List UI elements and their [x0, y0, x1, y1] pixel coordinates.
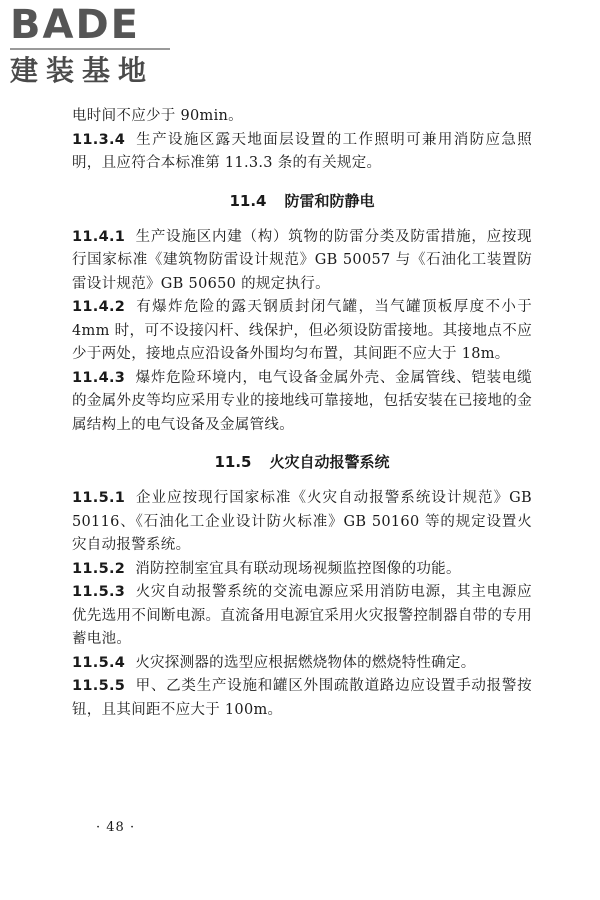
clause-number: 11.4.1 [72, 228, 126, 245]
section-number: 11.5 [214, 453, 252, 471]
clause-number: 11.3.4 [72, 131, 126, 148]
logo-latin-text: BADE [10, 2, 140, 48]
clause-number: 11.5.3 [72, 584, 126, 600]
section-heading-11-4 [72, 190, 532, 212]
clause-text: 有爆炸危险的露天钢质封闭气罐，当气罐顶板厚度不小于 4mm 时，可不设接闪杆、线保护，但必须设防雷接地。其接地点不应少于两处，接地点应沿设备外围均匀布置，其间距不应大于 18m。 [72, 299, 532, 362]
section-title: 防雷和防静电 [284, 191, 375, 210]
clause-text: 生产设施区内建（构）筑物的防雷分类及防雷措施，应按现行国家标准《建筑物防雷设计规范》GB 50057 与《石油化工装置防雷设计规范》GB 50650 的规定执行。 [72, 228, 532, 292]
clause-11-5-2 [72, 558, 532, 582]
clause-number: 11.4.3 [72, 369, 126, 386]
clause-number: 11.5.1 [72, 490, 126, 506]
logo-chinese-text: 建装基地 [10, 54, 155, 87]
clause-11-3-4 [72, 129, 532, 176]
clause-11-4-1 [72, 226, 532, 297]
section-heading-11-5 [72, 451, 532, 473]
clause-text: 消防控制室宜具有联动现场视频监控图像的功能。 [135, 560, 461, 577]
logo-divider [10, 48, 170, 50]
clause-number: 11.4.2 [72, 299, 126, 315]
clause-11-5-4 [72, 652, 532, 676]
clause-text: 火灾自动报警系统的交流电源应采用消防电源，其主电源应优先选用不间断电源。直流备用电源宜采用火灾报警控制器自带的专用蓄电池。 [72, 584, 532, 647]
clause-number: 11.5.4 [72, 654, 126, 671]
page-number: · 48 · [96, 820, 136, 835]
clause-number: 11.5.2 [72, 560, 126, 577]
clause-text: 火灾探测器的选型应根据燃烧物体的燃烧特性确定。 [135, 654, 476, 671]
clause-number: 11.5.5 [72, 678, 126, 694]
clause-text: 生产设施区露天地面层设置的工作照明可兼用消防应急照明，且应符合本标准第 11.3.3 条的有关规定。 [72, 131, 532, 171]
clause-11-4-2 [72, 296, 532, 367]
section-title: 火灾自动报警系统 [269, 453, 390, 471]
bade-logo [10, 4, 180, 88]
document-body [72, 105, 532, 722]
clause-11-5-3 [72, 581, 532, 652]
clause-text: 企业应按现行国家标准《火灾自动报警系统设计规范》GB 50116、《石油化工企业设计防火标准》GB 50160 等的规定设置火灾自动报警系统。 [72, 490, 532, 553]
clause-11-5-1 [72, 487, 532, 558]
clause-11-4-3 [72, 367, 532, 438]
clause-11-5-5 [72, 675, 532, 722]
continued-paragraph: 电时间不应少于 90min。 [72, 108, 243, 124]
clause-text: 爆炸危险环境内，电气设备金属外壳、金属管线、铠装电缆的金属外皮等均应采用专业的接地线可靠接地，包括安装在已接地的金属结构上的电气设备及金属管线。 [72, 369, 532, 433]
clause-text: 甲、乙类生产设施和罐区外围疏散道路边应设置手动报警按钮，且其间距不应大于 100m。 [72, 678, 532, 718]
section-number: 11.4 [229, 191, 267, 210]
